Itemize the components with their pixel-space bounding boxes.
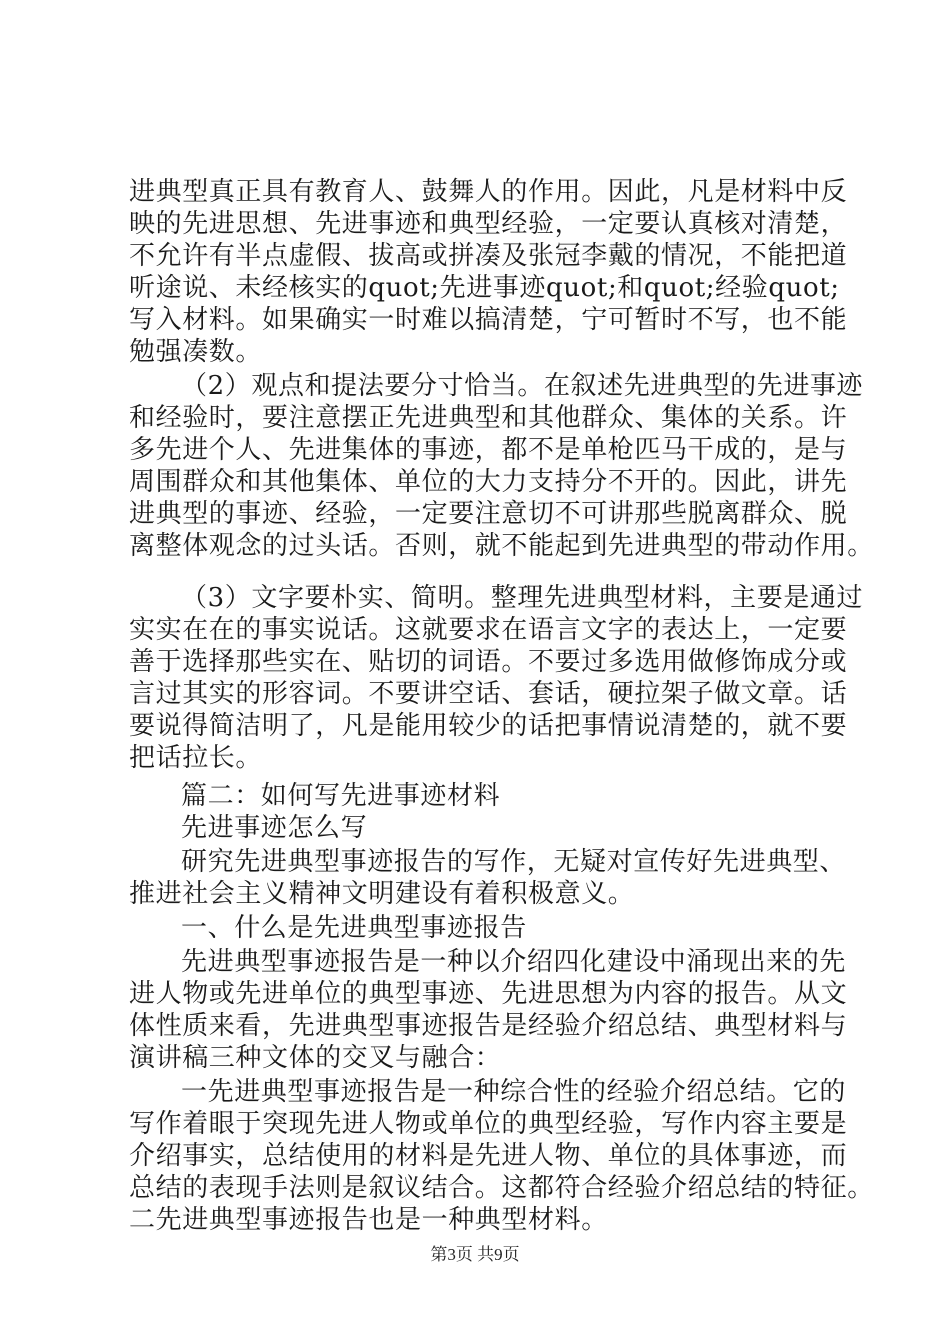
text-line: 演讲稿三种文体的交叉与融合：	[129, 1043, 502, 1073]
paragraph-start: 一先进典型事迹报告是一种综合性的经验介绍总结。它的	[181, 1077, 847, 1107]
text-line: 进典型真正具有教育人、鼓舞人的作用。因此，凡是材料中反	[129, 177, 848, 207]
text-line: 二先进典型事迹报告也是一种典型材料。	[129, 1205, 608, 1235]
text-line: 推进社会主义精神文明建设有着积极意义。	[129, 879, 635, 909]
paragraph-start: 先进典型事迹报告是一种以介绍四化建设中涌现出来的先	[181, 947, 847, 977]
paragraph-start: 研究先进典型事迹报告的写作，无疑对宣传好先进典型、	[181, 847, 847, 877]
text-line: 总结的表现手法则是叙议结合。这都符合经验介绍总结的特征。	[129, 1173, 874, 1203]
text-line: 多先进个人、先进集体的事迹，都不是单枪匹马干成的，是与	[129, 435, 848, 465]
text-line: 进典型的事迹、经验，一定要注意切不可讲那些脱离群众、脱	[129, 499, 848, 529]
text-line: 离整体观念的过头话。否则，就不能起到先进典型的带动作用。	[129, 531, 874, 561]
page-number-footer: 第3页 共9页	[430, 1245, 520, 1264]
text-line: 映的先进思想、先进事迹和典型经验，一定要认真核对清楚，	[129, 209, 848, 239]
text-line: 进人物或先进单位的典型事迹、先进思想为内容的报告。从文	[129, 979, 848, 1009]
text-line: 和经验时，要注意摆正先进典型和其他群众、集体的关系。许	[129, 403, 848, 433]
text-line: 介绍事实，总结使用的材料是先进人物、单位的具体事迹，而	[129, 1141, 848, 1171]
paragraph-3-start: （3）文字要朴实、简明。整理先进典型材料，主要是通过	[181, 583, 864, 613]
text-line: 勉强凑数。	[129, 337, 263, 367]
text-line: 体性质来看，先进典型事迹报告是经验介绍总结、典型材料与	[129, 1011, 848, 1041]
text-line: 善于选择那些实在、贴切的词语。不要过多选用做修饰成分或	[129, 647, 848, 677]
text-line: 听途说、未经核实的quot;先进事迹quot;和quot;经验quot;	[129, 273, 840, 303]
text-line: 言过其实的形容词。不要讲空话、套话，硬拉架子做文章。话	[129, 679, 848, 709]
text-line: 写作着眼于突现先进人物或单位的典型经验，写作内容主要是	[129, 1109, 848, 1139]
text-line: 写入材料。如果确实一时难以搞清楚，宁可暂时不写，也不能	[129, 305, 848, 335]
subheading: 先进事迹怎么写	[181, 813, 368, 843]
text-line: 实实在在的事实说话。这就要求在语言文字的表达上，一定要	[129, 615, 848, 645]
text-line: 周围群众和其他集体、单位的大力支持分不开的。因此，讲先	[129, 467, 848, 497]
section-heading: 篇二：如何写先进事迹材料	[181, 781, 501, 811]
paragraph-2-start: （2）观点和提法要分寸恰当。在叙述先进典型的先进事迹	[181, 371, 864, 401]
text-line: 要说得简洁明了，凡是能用较少的话把事情说清楚的，就不要	[129, 711, 848, 741]
text-line: 不允许有半点虚假、拔高或拼凑及张冠李戴的情况，不能把道	[129, 241, 848, 271]
section-heading: 一、什么是先进典型事迹报告	[181, 913, 527, 943]
text-line: 把话拉长。	[129, 743, 263, 773]
